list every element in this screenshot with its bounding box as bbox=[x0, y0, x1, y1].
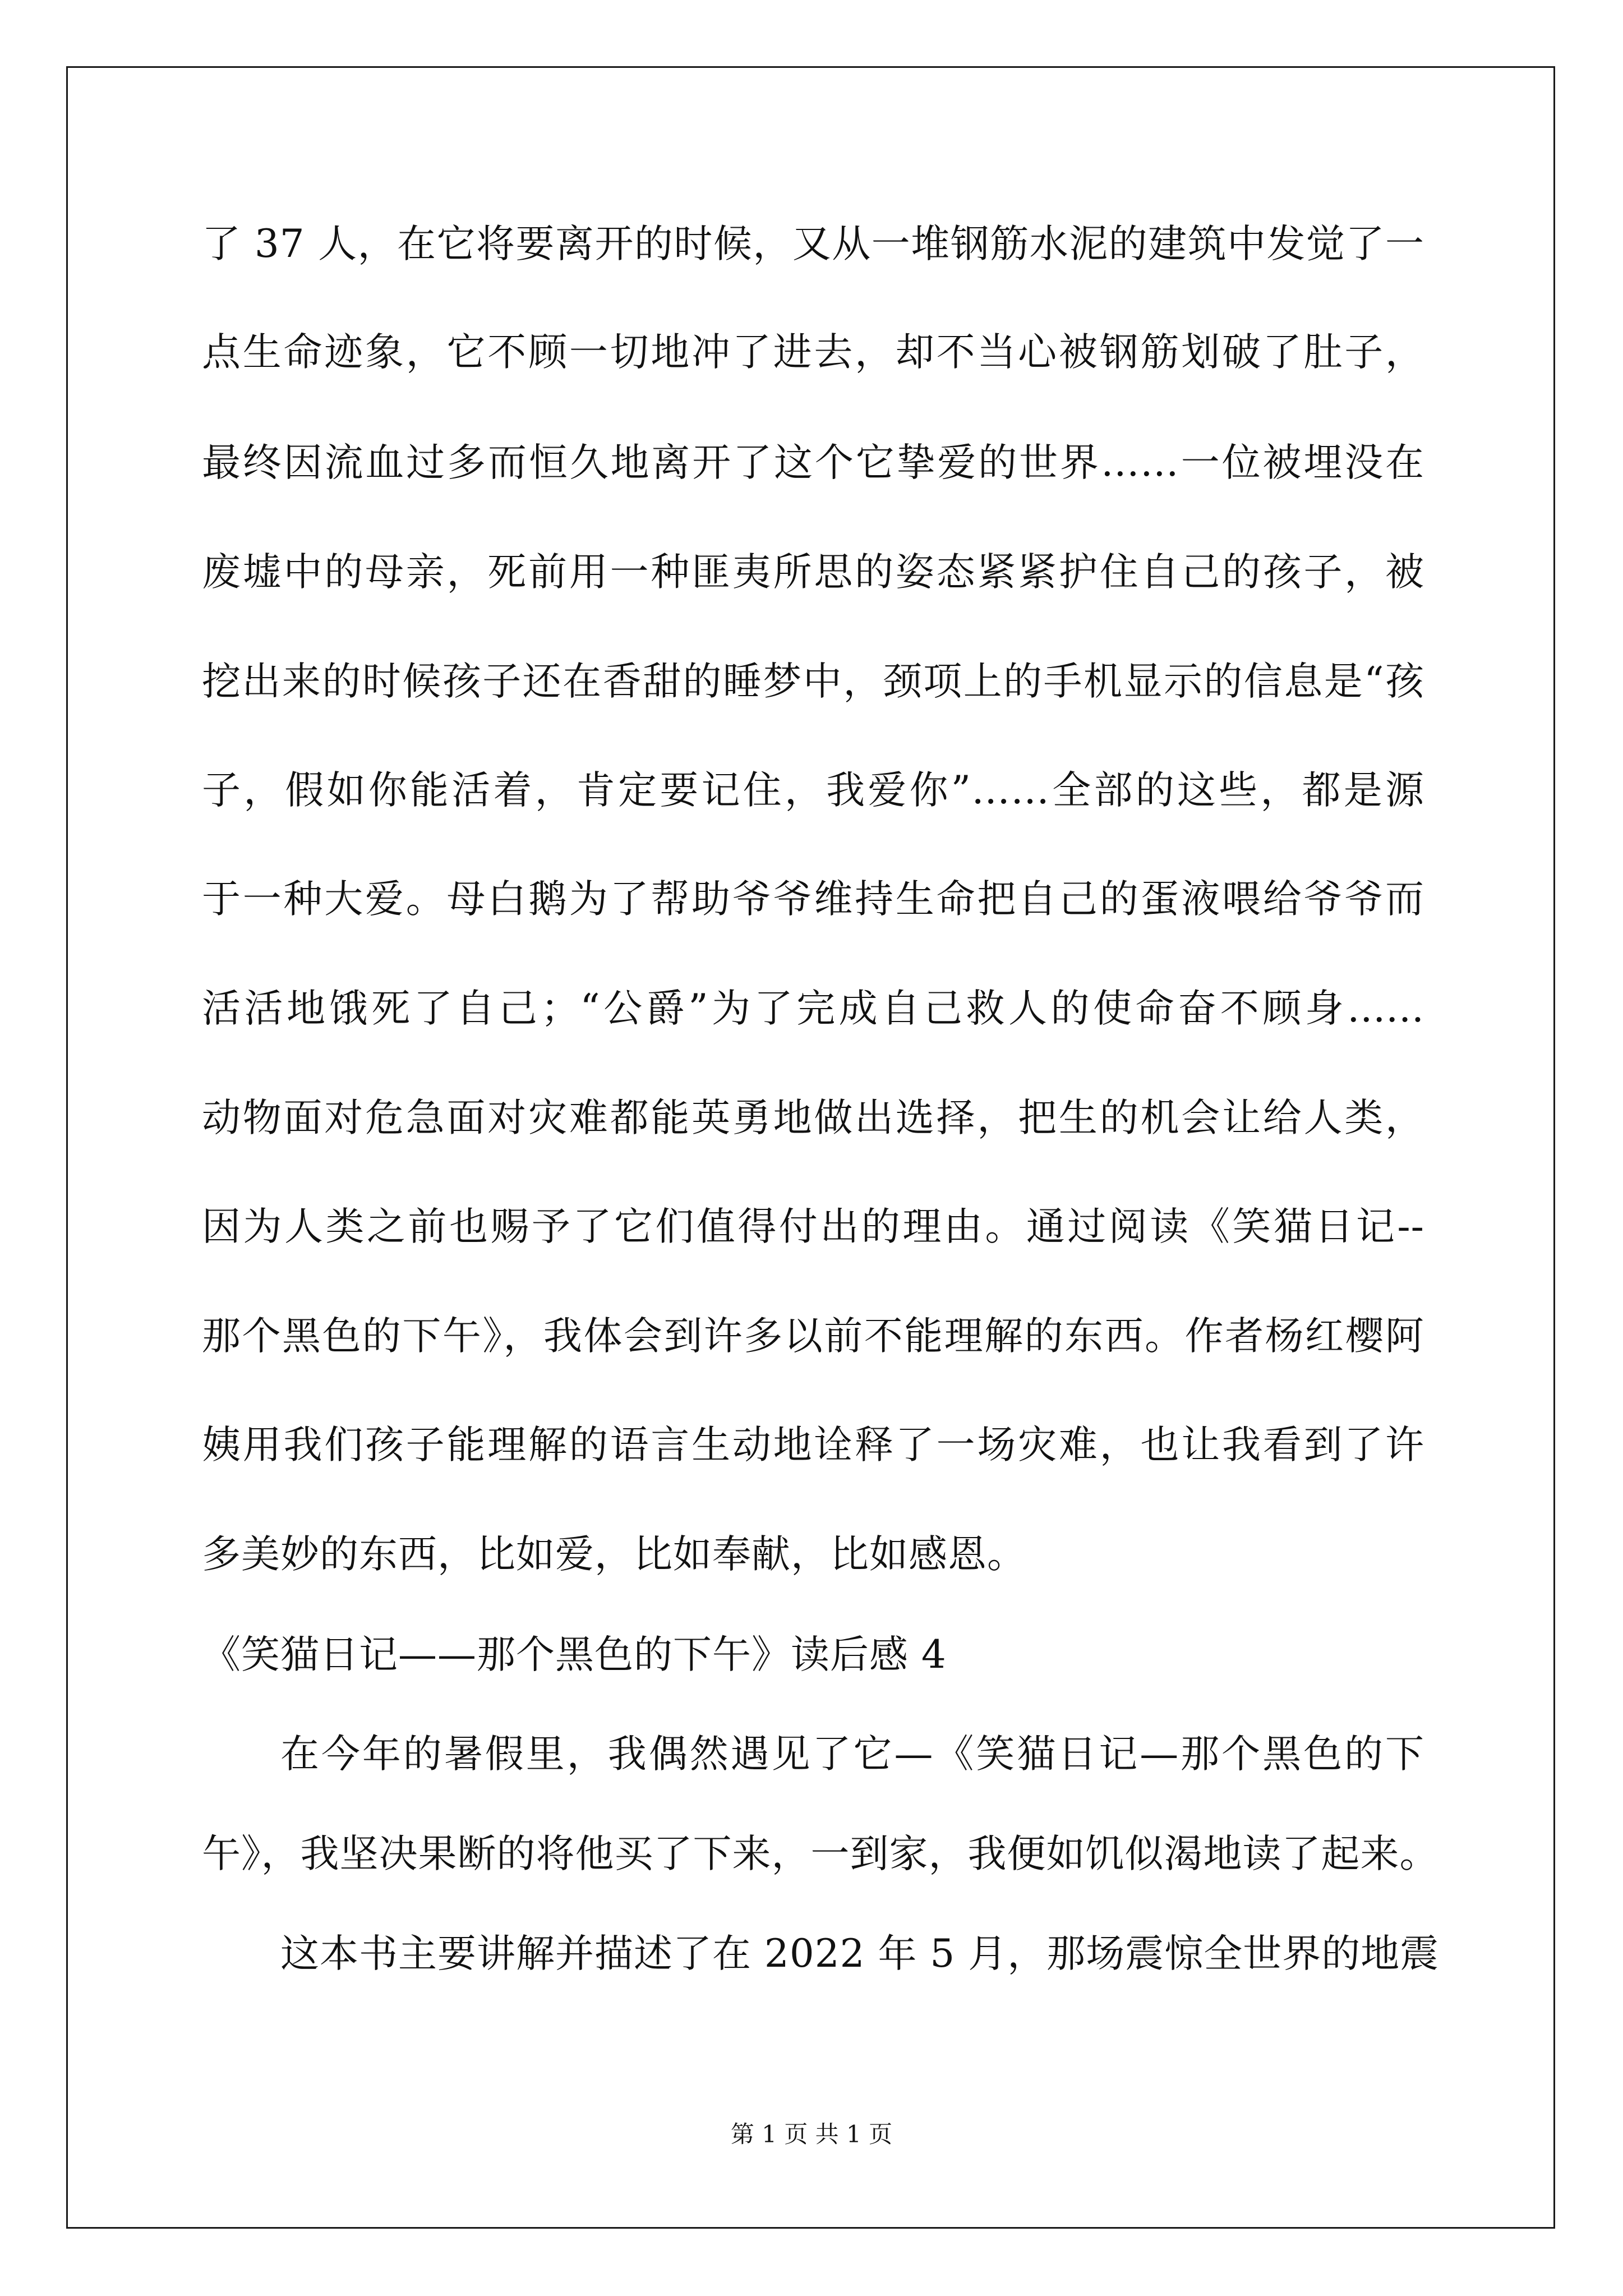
body-line: 子，假如你能活着，肯定要记住，我爱你”……全部的这些，都是源 bbox=[202, 768, 1424, 813]
page-border bbox=[66, 66, 1555, 2229]
body-line: 姨用我们孩子能理解的语言生动地诠释了一场灾难，也让我看到了许 bbox=[202, 1423, 1424, 1467]
body-line: 多美妙的东西，比如爱，比如奉献，比如感恩。 bbox=[202, 1532, 1026, 1577]
body-line: 于一种大爱。母白鹅为了帮助爷爷维持生命把自己的蛋液喂给爷爷而 bbox=[202, 877, 1424, 922]
body-line: 了 37 人，在它将要离开的时候，又从一堆钢筋水泥的建筑中发觉了一 bbox=[202, 222, 1424, 266]
page-footer: 第 1 页 共 1 页 bbox=[730, 2120, 893, 2148]
paragraph-line: 在今年的暑假里，我偶然遇见了它—《笑猫日记—那个黑色的下 bbox=[280, 1732, 1424, 1777]
body-line: 最终因流血过多而恒久地离开了这个它挚爱的世界……一位被埋没在 bbox=[202, 440, 1424, 485]
body-line: 动物面对危急面对灾难都能英勇地做出选择，把生的机会让给人类， bbox=[202, 1096, 1424, 1140]
body-line: 点生命迹象，它不顾一切地冲了进去，却不当心被钢筋划破了肚子， bbox=[202, 330, 1424, 375]
body-line: 那个黑色的下午》，我体会到许多以前不能理解的东西。作者杨红樱阿 bbox=[202, 1314, 1424, 1359]
body-line: 挖出来的时候孩子还在香甜的睡梦中，颈项上的手机显示的信息是“孩 bbox=[202, 659, 1424, 704]
paragraph-line: 午》，我坚决果断的将他买了下来，一到家，我便如饥似渴地读了起来。 bbox=[202, 1832, 1439, 1876]
body-line: 废墟中的母亲，死前用一种匪夷所思的姿态紧紧护住自己的孩子，被 bbox=[202, 550, 1424, 595]
body-line: 活活地饿死了自己；“公爵”为了完成自己救人的使命奋不顾身...... bbox=[202, 986, 1424, 1031]
section-title: 《笑猫日记——那个黑色的下午》读后感 4 bbox=[202, 1632, 947, 1677]
body-line: 因为人类之前也赐予了它们值得付出的理由。通过阅读《笑猫日记-- bbox=[202, 1204, 1424, 1249]
paragraph-line: 这本书主要讲解并描述了在 2022 年 5 月，那场震惊全世界的地震 bbox=[280, 1931, 1440, 1976]
